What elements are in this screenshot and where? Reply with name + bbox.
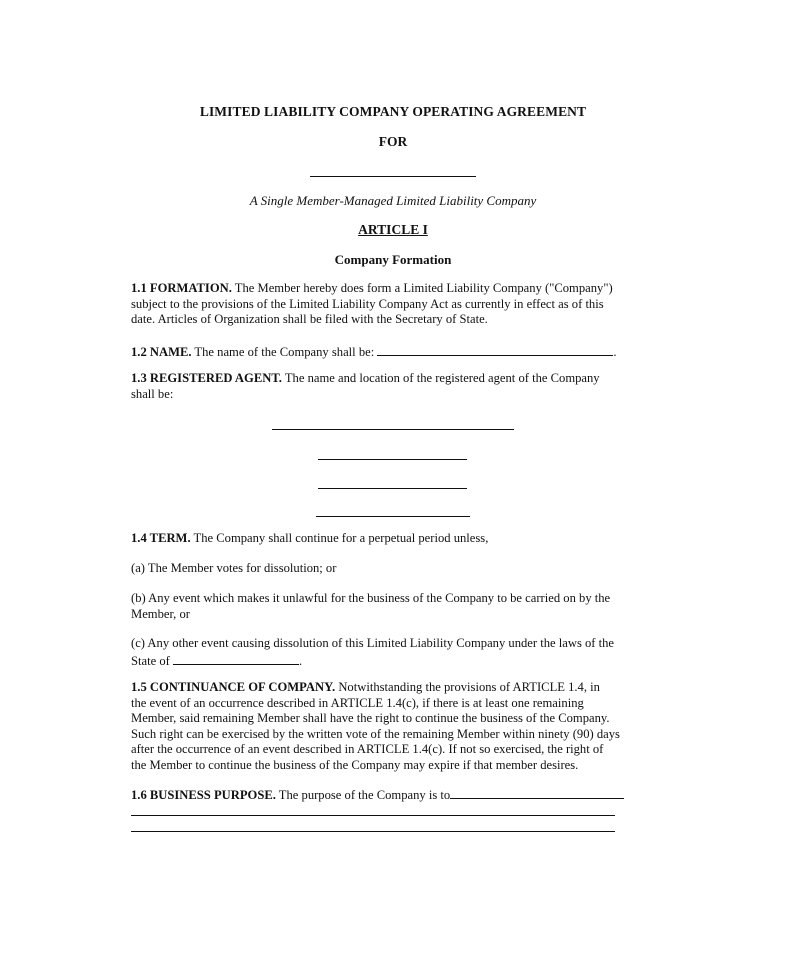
section-1-1-heading: 1.1 FORMATION. xyxy=(131,281,232,295)
section-1-6-text: The purpose of the Company is to xyxy=(275,788,451,802)
section-1-1-line-2: subject to the provisions of the Limited Liability Company Act as currently in effect as of this xyxy=(131,296,604,311)
section-1-4-c xyxy=(131,636,656,669)
section-1-5-line-3: Member, said remaining Member shall have the right to continue the business of the Company. xyxy=(131,711,610,726)
section-1-4-a xyxy=(131,561,656,577)
section-1-6-business-purpose xyxy=(131,786,656,804)
agent-blank-2 xyxy=(318,459,467,460)
section-1-4-b xyxy=(131,591,656,622)
section-1-4-c-end: . xyxy=(298,653,303,668)
section-1-2-end: . xyxy=(613,345,617,359)
section-1-1-formation xyxy=(131,281,656,328)
section-1-4-c-line-2: State of xyxy=(131,653,173,668)
section-1-4-c-line-1: (c) Any other event causing dissolution of this Limited Liability Company under the laws of the xyxy=(131,636,615,650)
section-1-4-text: The Company shall continue for a perpetual period unless, xyxy=(190,531,489,545)
agent-blank-4 xyxy=(316,516,470,517)
section-1-4-term xyxy=(131,531,656,547)
section-1-5-line-1: Notwithstanding the provisions of ARTICLE 1.4, in xyxy=(335,680,600,694)
section-1-6-heading: 1.6 BUSINESS PURPOSE. xyxy=(131,788,276,802)
section-1-5-line-2: the event of an occurrence described in ARTICLE 1.4(c), if there is at least one remaining xyxy=(131,695,584,710)
article-heading: ARTICLE I xyxy=(358,222,428,237)
company-name-blank xyxy=(310,176,476,177)
section-1-4-a-text: (a) The Member votes for dissolution; or xyxy=(131,561,337,575)
section-1-4-b-line-1: (b) Any event which makes it unlawful for the business of the Company to be carried on by the xyxy=(131,591,611,605)
section-1-3-registered-agent xyxy=(131,371,656,402)
section-1-1-line-1: The Member hereby does form a Limited Liability Company ("Company") xyxy=(231,281,613,295)
document-title: LIMITED LIABILITY COMPANY OPERATING AGREEMENT xyxy=(199,104,587,119)
section-1-5-line-5: after the occurrence of an event described in ARTICLE 1.4(c). If not so exercised, the right of xyxy=(131,742,604,757)
section-1-5-line-6: the Member to continue the business of the Company may expire if that member desires. xyxy=(131,757,579,772)
purpose-blank-1 xyxy=(450,786,624,799)
section-1-1-line-3: date. Articles of Organization shall be filed with the Secretary of State. xyxy=(131,312,488,327)
section-1-2-heading: 1.2 NAME. xyxy=(131,345,192,359)
section-1-5-line-4: Such right can be exercised by the written vote of the remaining Member within ninety (90) days xyxy=(131,726,620,741)
section-1-3-line-2: shall be: xyxy=(131,386,174,401)
section-1-5-continuance xyxy=(131,680,656,774)
agent-blank-3 xyxy=(318,488,467,489)
section-1-3-line-1: The name and location of the registered agent of the Company xyxy=(281,371,600,385)
section-1-2-name xyxy=(131,343,656,361)
section-heading: Company Formation xyxy=(334,252,452,267)
section-1-3-heading: 1.3 REGISTERED AGENT. xyxy=(131,371,282,385)
state-blank xyxy=(173,652,299,665)
purpose-blank-3 xyxy=(131,831,615,832)
agent-blank-1 xyxy=(272,429,514,430)
document-subtitle: A Single Member-Managed Limited Liability Company xyxy=(249,193,537,208)
for-label: FOR xyxy=(378,134,408,149)
purpose-blank-2 xyxy=(131,815,615,816)
section-1-4-heading: 1.4 TERM. xyxy=(131,531,191,545)
section-1-2-text: The name of the Company shall be: xyxy=(191,345,378,359)
section-1-4-b-line-2: Member, or xyxy=(131,606,190,621)
section-1-5-heading: 1.5 CONTINUANCE OF COMPANY. xyxy=(131,680,336,694)
name-blank xyxy=(377,343,613,356)
